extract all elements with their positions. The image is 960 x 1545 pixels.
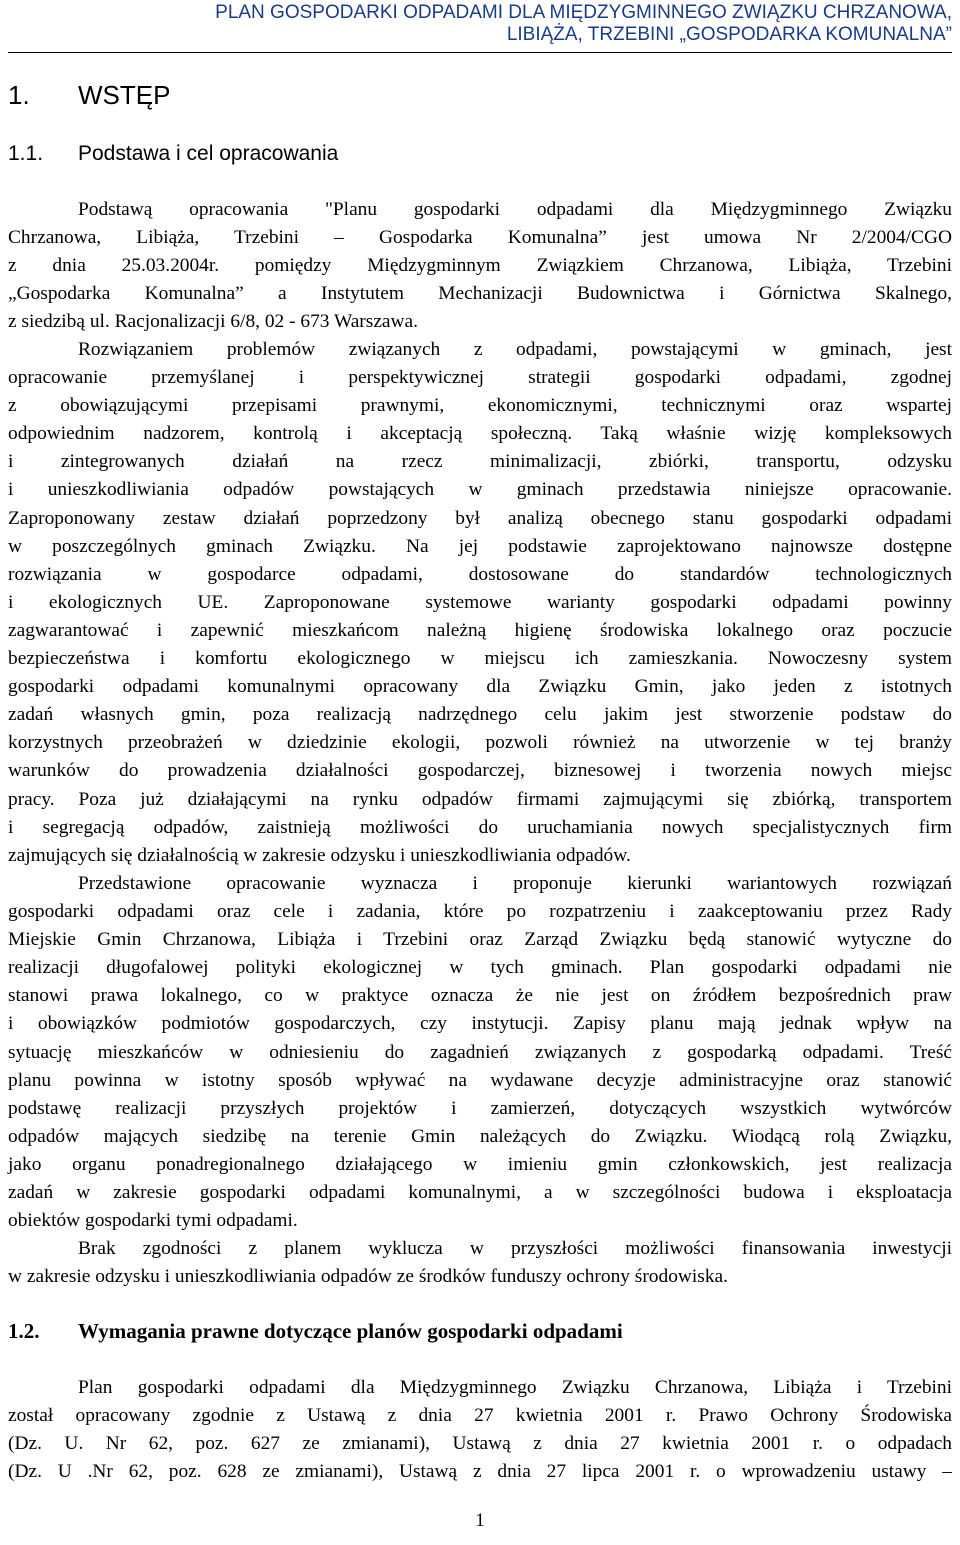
text-line: stanowi prawa lokalnego, co w praktyce oznacza że nie jest on źródłem bezpośrednich praw (8, 985, 952, 1007)
text-line: zadań w zakresie gospodarki odpadami komunalnymi, a w szczególności budowa i eksploatacja (8, 1182, 952, 1204)
paragraph-5 (8, 1374, 952, 1486)
section-title: WSTĘP (78, 80, 171, 110)
text-line: gospodarki odpadami oraz cele i zadania, które po rozpatrzeniu i zaakceptowaniu przez Rady (8, 901, 952, 923)
text-line: Zaproponowany zestaw działań poprzedzony był analizą obecnego stanu gospodarki odpadami (8, 507, 952, 529)
text-line: Przedstawione opracowanie wyznacza i proponuje kierunki wariantowych rozwiązań (78, 873, 952, 894)
text-line: warunków do prowadzenia działalności gospodarczej, biznesowej i tworzenia nowych miejsc (8, 760, 952, 782)
text-line: z dnia 25.03.2004r. pomiędzy Międzygminnym Związkiem Chrzanowa, Libiąża, Trzebini (8, 255, 952, 277)
section-heading-1-2 (8, 1318, 623, 1344)
text-line: Brak zgodności z planem wyklucza w przyszłości możliwości finansowania inwestycji (78, 1238, 952, 1259)
text-line: i zintegrowanych działań na rzecz minimalizacji, zbiórki, transportu, odzysku (8, 451, 952, 473)
text-line: Podstawą opracowania "Planu gospodarki odpadami dla Międzygminnego Związku (78, 199, 952, 220)
text-line: Chrzanowa, Libiąża, Trzebini – Gospodarka Komunalna” jest umowa Nr 2/2004/CGO (8, 227, 952, 249)
section-title: Wymagania prawne dotyczące planów gospodarki odpadami (78, 1319, 623, 1343)
text-line: zadań własnych gmin, poza realizacją nadrzędnego celu jakim jest stworzenie podstaw do (8, 704, 952, 726)
paragraph-1 (8, 196, 952, 336)
section-number: 1.2. (8, 1319, 40, 1343)
header-rule (8, 52, 952, 53)
section-title: Podstawa i cel opracowania (78, 142, 339, 165)
text-line: opracowanie przemyślanej i perspektywicznej strategii gospodarki odpadami, zgodnej (8, 367, 952, 389)
running-header (8, 2, 952, 46)
text-line: podstawę realizacji przyszłych projektów i zamierzeń, dotyczących wszystkich wytwórców (8, 1097, 952, 1119)
paragraph-4 (8, 1235, 952, 1291)
section-heading-1 (8, 80, 170, 110)
text-line: (Dz. U .Nr 62, poz. 628 ze zmianami), Ustawą z dnia 27 lipca 2001 r. o wprowadzeniu ustawy – (8, 1461, 952, 1483)
text-line: z siedzibą ul. Racjonalizacji 6/8, 02 - 673 Warszawa. (8, 311, 418, 333)
text-line: Miejskie Gmin Chrzanowa, Libiąża i Trzebini oraz Zarząd Związku będą stanowić wytyczne do (8, 929, 952, 951)
text-line: (Dz. U. Nr 62, poz. 627 ze zmianami), Ustawą z dnia 27 kwietnia 2001 r. o odpadach (8, 1433, 952, 1455)
page-number: 1 (475, 1510, 485, 1531)
text-line: zagwarantować i zapewnić mieszkańcom należną higienę środowiska lokalnego oraz poczucie (8, 619, 952, 641)
header-line-1: PLAN GOSPODARKI ODPADAMI DLA MIĘDZYGMINNEGO ZWIĄZKU CHRZANOWA, (215, 2, 952, 23)
text-line: odpadów mających siedzibę na terenie Gmin należących do Związku. Wiodącą rolą Związku, (8, 1125, 952, 1147)
text-line: z obowiązującymi przepisami prawnymi, ekonomicznymi, technicznymi oraz wspartej (8, 395, 952, 417)
text-line: został opracowany zgodnie z Ustawą z dnia 27 kwietnia 2001 r. Prawo Ochrony Środowiska (8, 1405, 952, 1427)
text-line: rozwiązania w gospodarce odpadami, dostosowane do standardów technologicznych (8, 563, 952, 585)
text-line: w poszczególnych gminach Związku. Na jej podstawie zaprojektowano najnowsze dostępne (8, 535, 952, 557)
text-line: planu powinna w istotny sposób wpływać na wydawane decyzje administracyjne oraz stanowić (8, 1069, 952, 1091)
text-line: obiektów gospodarki tymi odpadami. (8, 1210, 298, 1232)
section-number: 1. (8, 80, 30, 110)
paragraph-3 (8, 870, 952, 1235)
text-line: i segregacją odpadów, zaistnieją możliwości do uruchamiania nowych specjalistycznych firm (8, 816, 952, 838)
text-line: jako organu ponadregionalnego działającego w imieniu gmin członkowskich, jest realizacja (8, 1153, 952, 1175)
text-line: korzystnych przeobrażeń w dziedzinie ekologii, pozwoli również na utworzenie w tej branży (8, 732, 952, 754)
text-line: w zakresie odzysku i unieszkodliwiania odpadów ze środków funduszy ochrony środowiska. (8, 1266, 728, 1288)
text-line: odpowiednim nadzorem, kontrolą i akceptacją społeczną. Taką właśnie wizję kompleksowych (8, 423, 952, 445)
text-line: bezpieczeństwa i komfortu ekologicznego w miejscu ich zamieszkania. Nowoczesny system (8, 648, 952, 670)
header-line-2: LIBIĄŻA, TRZEBINI „GOSPODARKA KOMUNALNA” (506, 24, 952, 45)
text-line: pracy. Poza już działającymi na rynku odpadów firmami zajmującymi się zbiórką, transportem (8, 788, 952, 810)
text-line: Plan gospodarki odpadami dla Międzygminnego Związku Chrzanowa, Libiąża i Trzebini (78, 1377, 952, 1398)
text-line: Rozwiązaniem problemów związanych z odpadami, powstającymi w gminach, jest (78, 339, 952, 360)
section-heading-1-1 (8, 141, 338, 167)
text-line: i obowiązków podmiotów gospodarczych, czy instytucji. Zapisy planu mają jednak wpływ na (8, 1013, 952, 1035)
paragraph-2 (8, 336, 952, 870)
text-line: realizacji długofalowej polityki ekologicznej w tych gminach. Plan gospodarki odpadami nie (8, 957, 952, 979)
text-line: sytuację mieszkańców w odniesieniu do zagadnień związanych z gospodarką odpadami. Treść (8, 1041, 952, 1063)
section-number: 1.1. (8, 142, 44, 165)
text-line: i unieszkodliwiania odpadów powstających w gminach przedstawia niniejsze opracowanie. (8, 479, 952, 501)
text-line: gospodarki odpadami komunalnymi opracowany dla Związku Gmin, jako jeden z istotnych (8, 676, 952, 698)
text-line: i ekologicznych UE. Zaproponowane systemowe warianty gospodarki odpadami powinny (8, 591, 952, 613)
text-line: „Gospodarka Komunalna” a Instytutem Mechanizacji Budownictwa i Górnictwa Skalnego, (8, 283, 952, 305)
text-line: zajmujących się działalnością w zakresie odzysku i unieszkodliwiania odpadów. (8, 844, 631, 866)
